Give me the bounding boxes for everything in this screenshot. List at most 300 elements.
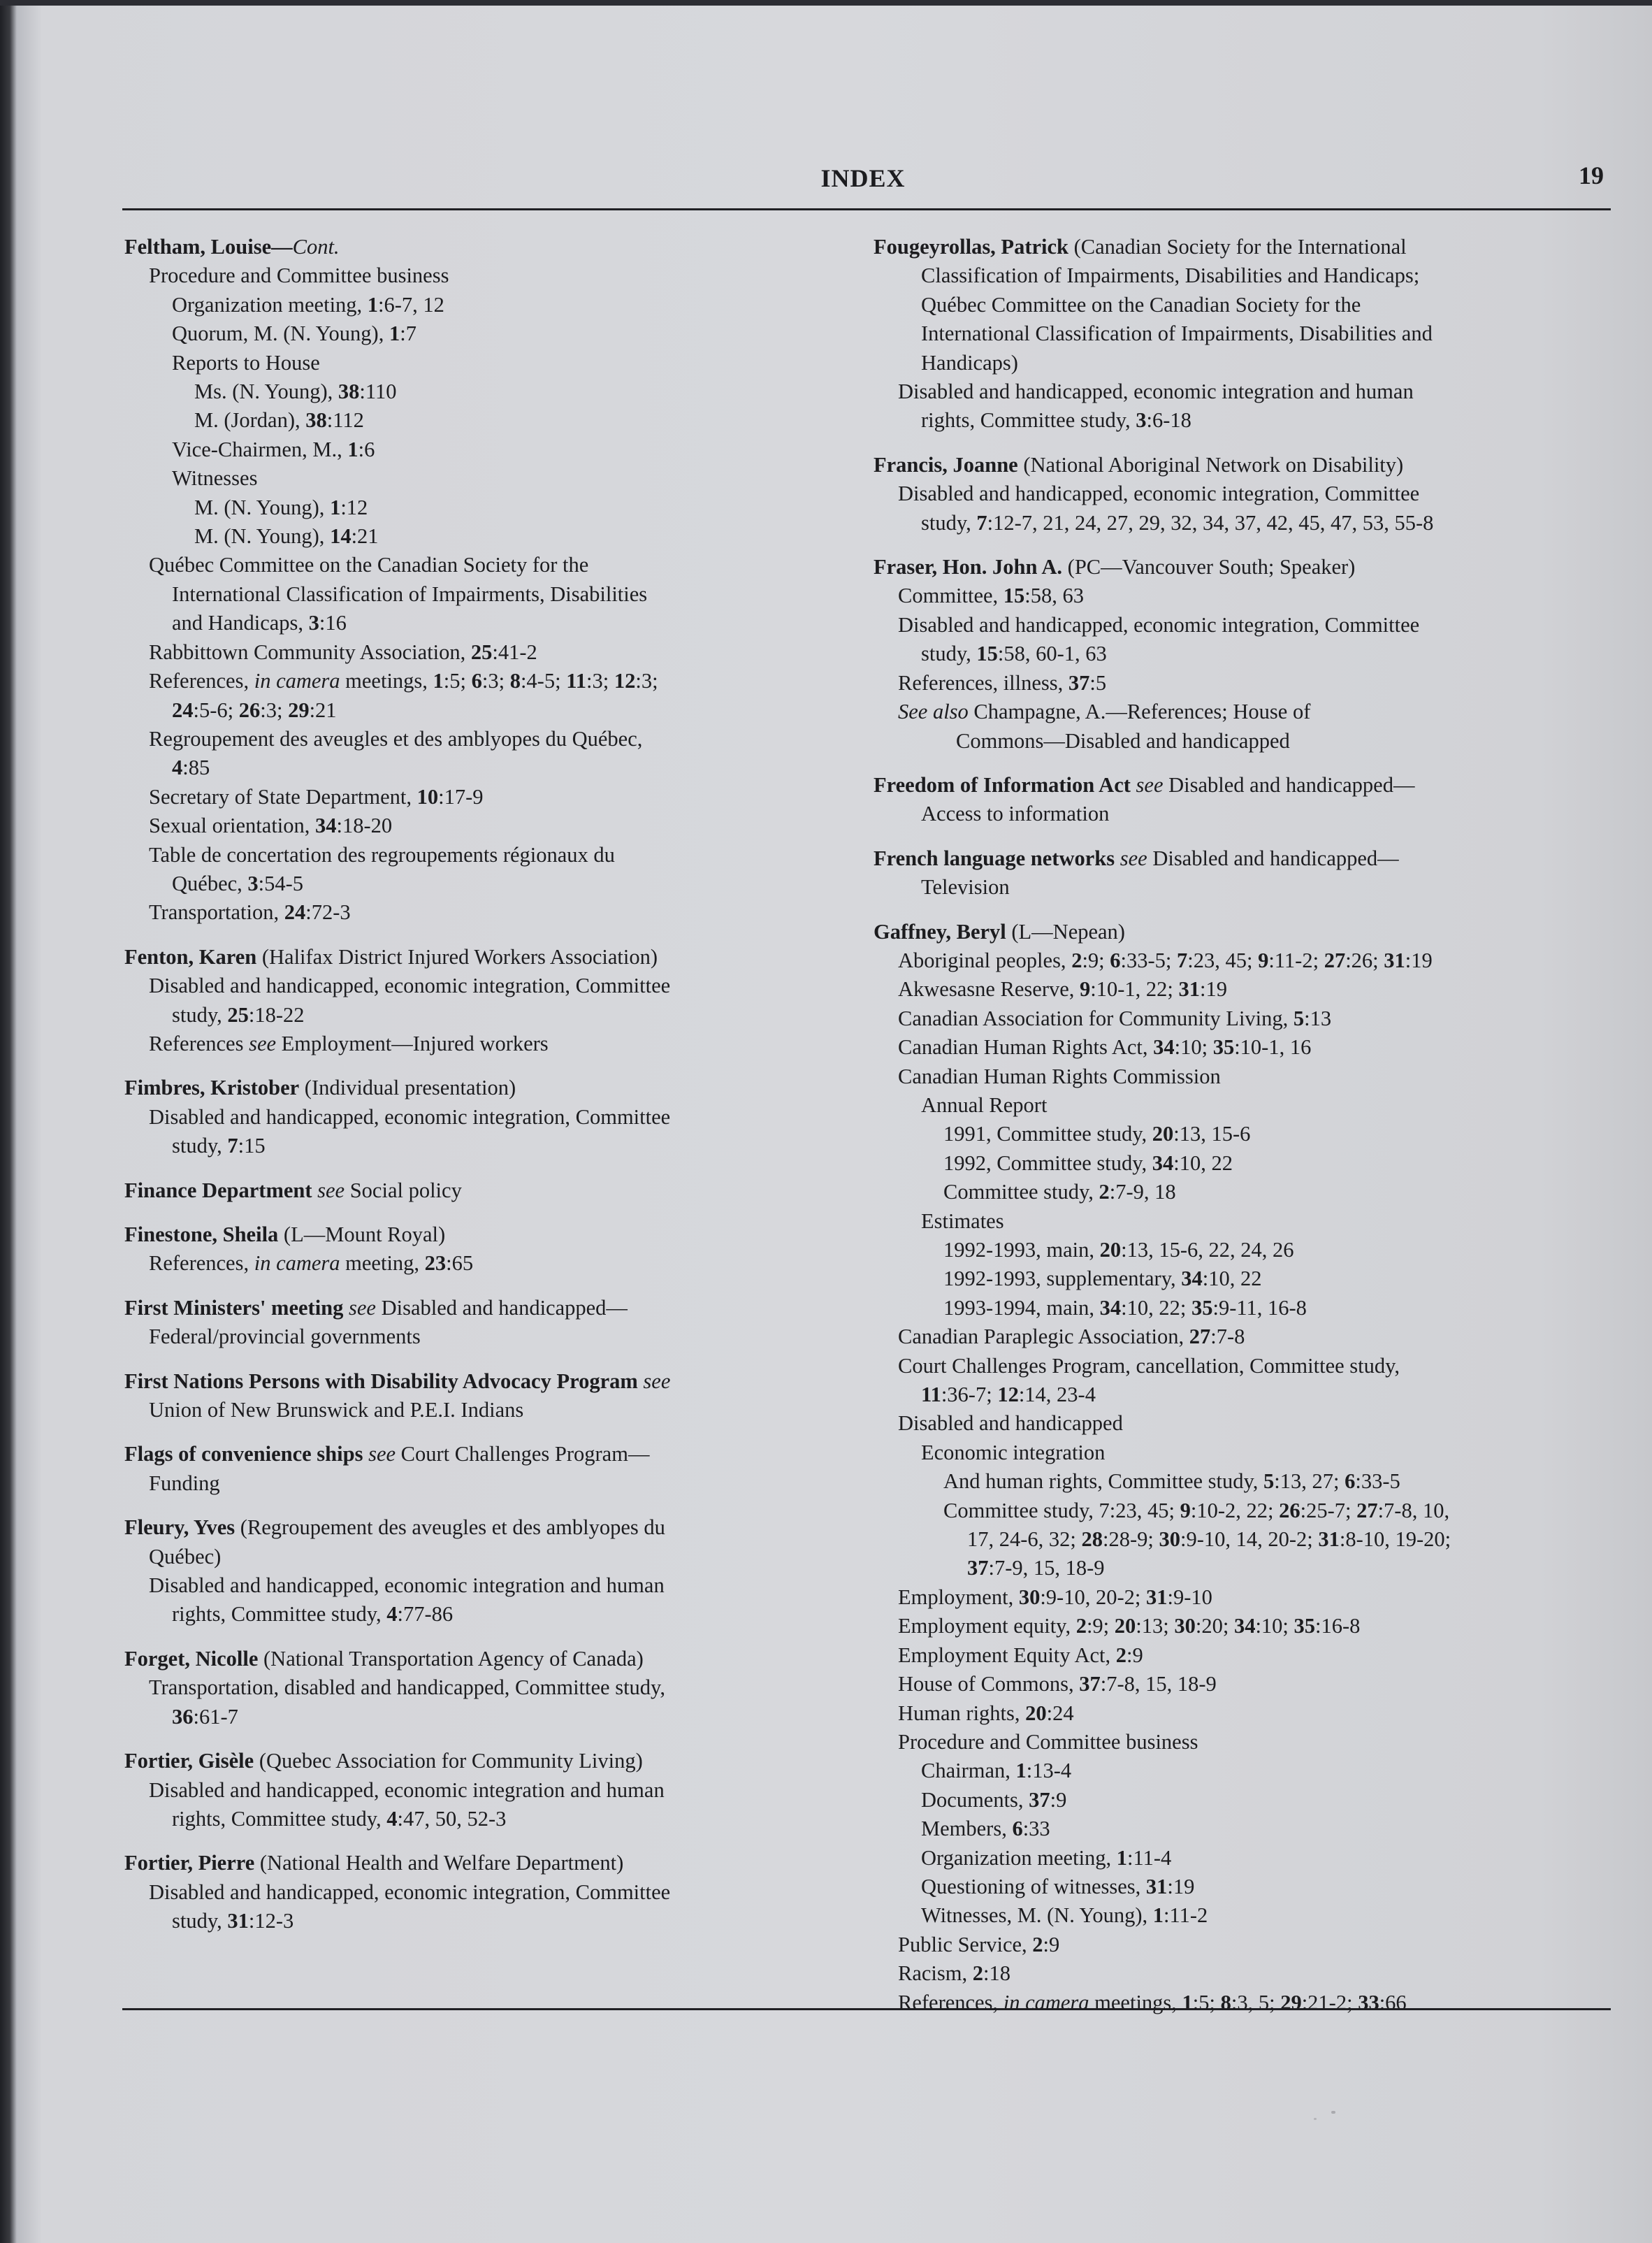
bold-text: 2 xyxy=(1115,1643,1126,1667)
bold-text: 3 xyxy=(1136,408,1147,433)
bold-text: 1 xyxy=(1116,1845,1128,1870)
index-subentry-line xyxy=(124,1132,851,1160)
text-run: :20; xyxy=(1195,1614,1234,1638)
bold-text: 28 xyxy=(1081,1527,1103,1552)
index-subentry-line xyxy=(874,1786,1614,1815)
index-subentry-line xyxy=(874,377,1614,406)
text-run: Employment—Injured workers xyxy=(276,1031,549,1055)
text-run: Disabled and handicapped, economic integration and human xyxy=(149,1573,665,1598)
text-run: :16-8 xyxy=(1315,1614,1361,1638)
index-subentry-line xyxy=(124,1001,851,1030)
text-run: Québec Committee on the Canadian Society for the xyxy=(149,553,589,577)
index-subentry-line xyxy=(874,1844,1614,1873)
index-subentry-line xyxy=(874,1699,1614,1728)
bold-text: 1 xyxy=(347,437,358,461)
text-run: :41-2 xyxy=(492,640,537,664)
index-subentry-line xyxy=(874,1033,1614,1062)
index-subentry-line xyxy=(124,1703,851,1731)
text-run: Committee study, 7:23, 45; xyxy=(943,1498,1180,1522)
text-run: Racism, xyxy=(898,1961,973,1986)
index-subentry-line xyxy=(874,873,1614,902)
text-run: :77-86 xyxy=(397,1602,454,1627)
bold-text: Forget, Nicolle xyxy=(124,1646,259,1671)
index-subentry-line xyxy=(124,1322,851,1351)
text-run: Champagne, A.—References; House of xyxy=(968,700,1311,724)
text-run: 1993-1994, main, xyxy=(943,1295,1100,1320)
text-run: :33 xyxy=(1022,1817,1050,1841)
text-run: :6-7, 12 xyxy=(378,292,444,317)
text-run: :10; xyxy=(1174,1035,1213,1060)
text-run: :26; xyxy=(1345,948,1384,972)
text-run: (National Transportation Agency of Canada) xyxy=(258,1646,644,1671)
text-run: :24 xyxy=(1046,1701,1074,1725)
text-run: :7-9, 18 xyxy=(1109,1180,1176,1204)
italic-text: see xyxy=(1136,772,1164,797)
text-run: meetings, xyxy=(340,669,433,693)
index-subentry-line xyxy=(874,698,1614,726)
text-run: Vice-Chairmen, M., xyxy=(172,437,348,461)
text-run: Canadian Paraplegic Association, xyxy=(898,1325,1189,1349)
text-run: :25-7; xyxy=(1300,1498,1357,1522)
bold-text: 2 xyxy=(1075,1614,1087,1638)
bold-text: 20 xyxy=(1025,1701,1047,1725)
text-run: Disabled and handicapped, economic integration and human xyxy=(149,1777,665,1802)
bold-text: 1 xyxy=(330,495,341,519)
text-run: Commons—Disabled and handicapped xyxy=(956,728,1290,753)
index-subentry-line xyxy=(124,1776,851,1805)
text-run: International Classification of Impairments, Disabilities xyxy=(172,582,648,606)
text-run: :65 xyxy=(446,1251,474,1276)
text-run: Organization meeting, xyxy=(172,292,368,317)
index-subentry-line xyxy=(874,1409,1614,1438)
text-run xyxy=(363,1442,368,1466)
text-run: :9 xyxy=(1043,1932,1060,1956)
text-run: Handicaps) xyxy=(921,350,1018,375)
bold-text: 9 xyxy=(1180,1498,1191,1522)
italic-text: see xyxy=(1120,846,1147,870)
italic-text: Cont. xyxy=(292,235,340,259)
text-run: (Canadian Society for the International xyxy=(1068,235,1407,259)
bold-text: 31 xyxy=(1145,1585,1168,1609)
index-subentry-line xyxy=(874,1120,1614,1148)
bold-text: Feltham, Louise xyxy=(124,235,272,259)
index-subentry-line xyxy=(874,406,1614,435)
index-subentry-line xyxy=(874,1294,1614,1322)
index-column-left xyxy=(124,233,851,1936)
text-run: :13, 15-6 xyxy=(1173,1122,1251,1146)
text-run: :13 xyxy=(1304,1006,1332,1030)
text-run: Canadian Human Rights Commission xyxy=(898,1064,1221,1088)
text-run: :11-2; xyxy=(1268,948,1324,972)
bold-text: 25 xyxy=(227,1002,249,1027)
text-run: :3; xyxy=(635,669,658,693)
bold-text: 12 xyxy=(997,1383,1019,1407)
bold-text: 15 xyxy=(976,642,998,666)
index-column-right xyxy=(874,233,1614,2017)
text-run: :9 xyxy=(1126,1643,1143,1667)
bold-text: 34 xyxy=(315,814,337,838)
text-run: :10; xyxy=(1255,1614,1294,1638)
index-subentry-line xyxy=(874,1438,1614,1467)
index-subentry-line xyxy=(124,291,851,319)
text-run: :28-9; xyxy=(1103,1527,1159,1552)
bold-text: 27 xyxy=(1324,948,1346,972)
bold-text: 26 xyxy=(1279,1498,1300,1522)
text-run: :18-22 xyxy=(248,1002,305,1027)
text-run: :9; xyxy=(1082,948,1110,972)
bold-text: First Ministers' meeting xyxy=(124,1295,344,1320)
index-subentry-line xyxy=(874,261,1614,290)
bold-text: 31 xyxy=(227,1909,249,1933)
text-run: :10-1, 16 xyxy=(1234,1035,1312,1060)
bold-text: 35 xyxy=(1212,1035,1235,1060)
index-heading-line xyxy=(874,844,1614,873)
text-run: Employment, xyxy=(898,1585,1019,1609)
text-run: :9-11, 16-8 xyxy=(1212,1295,1307,1320)
text-run: :21 xyxy=(351,524,379,549)
text-run: Human rights, xyxy=(898,1701,1026,1725)
bold-text: 4 xyxy=(386,1602,398,1627)
text-run: :33-5; xyxy=(1120,948,1177,972)
index-subentry-line xyxy=(874,1959,1614,1988)
text-run: and Handicaps, xyxy=(172,611,309,635)
bold-text: Flags of convenience ships xyxy=(124,1442,363,1466)
index-subentry-line xyxy=(124,377,851,406)
index-subentry-line xyxy=(124,406,851,435)
index-subentry-line xyxy=(124,1600,851,1629)
text-run: Funding xyxy=(149,1471,220,1495)
text-run: :15 xyxy=(238,1134,266,1158)
bold-text: 34 xyxy=(1099,1295,1122,1320)
index-subentry-line xyxy=(124,609,851,637)
text-run: :3, 5; xyxy=(1231,1990,1281,2014)
index-subentry-line xyxy=(124,783,851,812)
text-run: :3; xyxy=(481,669,510,693)
index-subentry-line xyxy=(124,580,851,609)
bold-text: 29 xyxy=(288,698,310,722)
index-subentry-line xyxy=(874,800,1614,828)
bold-text: 34 xyxy=(1153,1035,1175,1060)
bold-text: 35 xyxy=(1294,1614,1316,1638)
index-subentry-line xyxy=(124,1907,851,1935)
text-run: :13, 27; xyxy=(1274,1469,1345,1494)
bold-text: 31 xyxy=(1384,948,1405,972)
bold-text: 27 xyxy=(1189,1325,1211,1349)
index-heading-line xyxy=(124,1294,851,1322)
bold-text: 25 xyxy=(470,640,493,664)
italic-text: see xyxy=(249,1031,277,1055)
text-run: :18 xyxy=(983,1961,1010,1986)
text-run: Chairman, xyxy=(921,1759,1016,1783)
text-run: Organization meeting, xyxy=(921,1845,1117,1870)
text-run: 1992-1993, main, xyxy=(943,1238,1100,1262)
bold-text: 6 xyxy=(471,669,482,693)
text-run: (L—Nepean) xyxy=(1006,919,1125,944)
text-run: :4-5; xyxy=(520,669,567,693)
index-heading-line xyxy=(124,1747,851,1775)
index-subentry-line xyxy=(874,1380,1614,1409)
text-run: Disabled and handicapped xyxy=(898,1411,1123,1436)
index-subentry-line xyxy=(874,975,1614,1004)
text-run: :9-10 xyxy=(1167,1585,1212,1609)
index-subentry-line xyxy=(124,898,851,927)
bold-text: 23 xyxy=(424,1251,447,1276)
bold-text: Francis, Joanne xyxy=(874,452,1018,477)
text-run: References, xyxy=(149,669,254,693)
bold-text: — xyxy=(271,235,293,259)
index-subentry-line xyxy=(124,522,851,551)
index-subentry-line xyxy=(124,972,851,1000)
text-run: Social policy xyxy=(345,1178,462,1202)
text-run: study, xyxy=(921,642,977,666)
index-subentry-line xyxy=(874,1236,1614,1264)
bold-text: 9 xyxy=(1080,977,1091,1002)
text-run: :11-4 xyxy=(1127,1845,1172,1870)
text-run: :19 xyxy=(1167,1874,1195,1898)
index-subentry-line xyxy=(874,669,1614,698)
text-run: 1991, Committee study, xyxy=(943,1122,1152,1146)
bold-text: 20 xyxy=(1099,1238,1122,1262)
text-run: rights, Committee study, xyxy=(172,1806,387,1831)
bold-text: 15 xyxy=(1003,584,1025,608)
text-run: Regroupement des aveugles et des amblyopes du Québec, xyxy=(149,726,643,751)
index-subentry-line xyxy=(124,551,851,579)
scan-speck xyxy=(1314,2118,1317,2120)
index-subentry-line xyxy=(874,1496,1614,1525)
index-subentry-line xyxy=(124,435,851,464)
text-run: Rabbittown Community Association, xyxy=(149,640,471,664)
index-subentry-line xyxy=(124,667,851,695)
text-run: :12-7, 21, 24, 27, 29, 32, 34, 37, 42, 45, 47, 53, 55-8 xyxy=(987,510,1434,535)
italic-text: see xyxy=(349,1295,376,1320)
text-run: :7-8, 10, xyxy=(1377,1498,1450,1522)
index-subentry-line xyxy=(874,1554,1614,1582)
bold-text: 10 xyxy=(416,784,439,809)
index-subentry-line xyxy=(124,1571,851,1600)
bold-text: 1 xyxy=(433,669,444,693)
page-number: 19 xyxy=(1579,161,1604,189)
text-run: :10-1, 22; xyxy=(1090,977,1179,1002)
text-run: Ms. (N. Young), xyxy=(194,380,338,404)
text-run: Table de concertation des regroupements régionaux du xyxy=(149,842,615,867)
text-run: Court Challenges Program, cancellation, Committee study, xyxy=(898,1353,1400,1378)
index-subentry-line xyxy=(124,1878,851,1907)
bold-text: 14 xyxy=(330,524,352,549)
index-subentry-line xyxy=(874,1873,1614,1901)
text-run: :10, 22; xyxy=(1121,1295,1191,1320)
bold-text: 6 xyxy=(1110,948,1121,972)
scan-speck xyxy=(1331,2111,1335,2114)
index-subentry-line xyxy=(124,870,851,898)
text-run: References, xyxy=(149,1251,254,1276)
index-subentry-line xyxy=(874,1815,1614,1843)
index-subentry-line xyxy=(124,638,851,667)
index-heading-line xyxy=(874,451,1614,479)
bold-text: 1 xyxy=(1152,1903,1164,1928)
text-run: 1992-1993, supplementary, xyxy=(943,1267,1182,1291)
text-run: :5; xyxy=(443,669,472,693)
text-run: Disabled and handicapped, economic integration, Committee xyxy=(149,974,671,998)
bold-text: 2 xyxy=(1071,948,1082,972)
index-subentry-line xyxy=(124,319,851,348)
index-subentry-line xyxy=(874,1062,1614,1091)
text-run: Quorum, M. (N. Young), xyxy=(172,322,389,346)
bold-text: 29 xyxy=(1280,1990,1302,2014)
index-subentry-line xyxy=(124,1103,851,1132)
bold-text: Fleury, Yves xyxy=(124,1515,236,1540)
text-run xyxy=(343,1296,349,1320)
text-run: :13, 15-6, 22, 24, 26 xyxy=(1121,1238,1294,1262)
index-subentry-line xyxy=(874,1322,1614,1351)
bold-text: Freedom of Information Act xyxy=(874,772,1131,797)
bold-text: 1 xyxy=(1015,1759,1027,1783)
index-heading-line xyxy=(124,1440,851,1469)
index-subentry-line xyxy=(874,1931,1614,1959)
text-run: rights, Committee study, xyxy=(921,408,1136,433)
index-subentry-line xyxy=(124,696,851,725)
text-run: :13-4 xyxy=(1026,1759,1072,1783)
index-heading-line xyxy=(874,233,1614,261)
italic-text: see xyxy=(368,1442,396,1466)
text-run: Union of New Brunswick and P.E.I. Indians xyxy=(149,1398,524,1422)
text-run: Documents, xyxy=(921,1787,1029,1812)
text-run: :85 xyxy=(182,756,210,780)
italic-text: see xyxy=(317,1178,345,1202)
text-run: Sexual orientation, xyxy=(149,814,316,838)
bold-text: 4 xyxy=(172,756,183,780)
text-run: Canadian Association for Community Living, xyxy=(898,1006,1294,1030)
bold-text: 1 xyxy=(389,322,400,346)
bold-text: French language networks xyxy=(874,846,1115,870)
text-run xyxy=(312,1178,318,1202)
text-run: Aboriginal peoples, xyxy=(898,948,1072,972)
bold-text: 3 xyxy=(308,611,319,635)
bold-text: First Nations Persons with Disability Advocacy Program xyxy=(124,1369,638,1393)
text-run: :33-5 xyxy=(1355,1469,1400,1494)
italic-text: in camera xyxy=(1003,1990,1089,2014)
text-run: :11-2 xyxy=(1164,1903,1208,1928)
bold-text: 30 xyxy=(1018,1585,1041,1609)
text-run xyxy=(1115,846,1120,870)
bold-text: 11 xyxy=(566,669,587,693)
text-run: Québec, xyxy=(172,871,248,895)
bold-text: 34 xyxy=(1181,1267,1203,1291)
text-run: References, illness, xyxy=(898,670,1068,695)
text-run: :16 xyxy=(319,611,347,635)
text-run: Federal/provincial governments xyxy=(149,1325,421,1349)
text-run: :10, 22 xyxy=(1202,1267,1262,1291)
text-run: (Individual presentation) xyxy=(299,1076,516,1100)
index-subentry-line xyxy=(874,1467,1614,1496)
bold-text: 8 xyxy=(1220,1990,1231,2014)
index-heading-line xyxy=(874,553,1614,582)
text-run: :19 xyxy=(1405,948,1433,972)
header-rule xyxy=(122,208,1611,210)
text-run: :18-20 xyxy=(336,814,393,838)
text-run: :12-3 xyxy=(248,1909,294,1933)
index-subentry-line xyxy=(874,1004,1614,1033)
bold-text: 26 xyxy=(238,698,261,722)
bold-text: 2 xyxy=(972,1961,983,1986)
bold-text: 31 xyxy=(1178,977,1200,1002)
bold-text: 30 xyxy=(1159,1527,1180,1552)
text-run: :5-6; xyxy=(193,698,239,722)
text-run: Disabled and handicapped, economic integration and human xyxy=(898,380,1414,404)
bold-text: 1 xyxy=(367,292,379,317)
running-head xyxy=(122,158,1604,200)
index-subentry-line xyxy=(874,1901,1614,1930)
index-heading-line xyxy=(874,771,1614,800)
index-heading-line xyxy=(124,1074,851,1102)
text-run: Transportation, disabled and handicapped, Committee study, xyxy=(149,1675,665,1700)
text-run: References, xyxy=(898,1990,1003,2014)
bold-text: 4 xyxy=(386,1806,398,1831)
text-run: :23, 45; xyxy=(1187,948,1259,972)
index-subentry-line xyxy=(124,753,851,782)
text-run: :7-9, 15, 18-9 xyxy=(988,1556,1105,1580)
bold-text: 34 xyxy=(1233,1614,1256,1638)
bold-text: 3 xyxy=(247,871,259,895)
text-run: Québec Committee on the Canadian Society for the xyxy=(921,292,1361,317)
text-run: Procedure and Committee business xyxy=(149,264,449,288)
text-run: :58, 63 xyxy=(1024,584,1085,608)
index-subentry-line xyxy=(874,1091,1614,1120)
index-heading-line xyxy=(124,1367,851,1396)
bold-text: Fimbres, Kristober xyxy=(124,1076,300,1100)
index-subentry-line xyxy=(124,841,851,870)
italic-text: See also xyxy=(898,700,969,724)
bold-text: 7 xyxy=(227,1134,238,1158)
index-subentry-line xyxy=(874,1178,1614,1206)
text-run: Estimates xyxy=(921,1209,1004,1233)
text-run: (PC—Vancouver South; Speaker) xyxy=(1062,555,1356,579)
text-run: :7 xyxy=(400,322,416,346)
text-run: :58, 60-1, 63 xyxy=(997,642,1107,666)
text-run: :17-9 xyxy=(438,784,484,809)
italic-text: see xyxy=(643,1369,671,1393)
text-run: M. (N. Young), xyxy=(194,524,331,549)
text-run: :5 xyxy=(1089,670,1107,695)
text-run: House of Commons, xyxy=(898,1672,1080,1696)
text-run: International Classification of Impairments, Disabilities and xyxy=(921,322,1433,346)
bold-text: 37 xyxy=(967,1556,989,1580)
text-run: :10, 22 xyxy=(1173,1151,1233,1175)
index-heading-line xyxy=(874,918,1614,946)
bold-text: Finestone, Sheila xyxy=(124,1223,279,1246)
text-run: :10-2, 22; xyxy=(1190,1498,1280,1522)
index-subentry-line xyxy=(874,727,1614,756)
bold-text: 34 xyxy=(1152,1151,1174,1175)
text-run: :6 xyxy=(358,437,375,461)
text-run: Canadian Human Rights Act, xyxy=(898,1035,1154,1060)
text-run: Procedure and Committee business xyxy=(898,1729,1198,1754)
bold-text: 6 xyxy=(1345,1469,1356,1494)
text-run: :9 xyxy=(1050,1787,1067,1812)
text-run: study, xyxy=(172,1909,228,1933)
page-top-edge xyxy=(0,0,1652,6)
index-heading-line xyxy=(124,1849,851,1877)
text-run: Disabled and handicapped, economic integration, Committee xyxy=(898,482,1420,506)
index-subentry-line xyxy=(874,319,1614,348)
bold-text: 7 xyxy=(976,510,987,535)
text-run: :14, 23-4 xyxy=(1018,1383,1096,1407)
bold-text: Fougeyrollas, Patrick xyxy=(874,235,1068,259)
text-run: 17, 24-6, 32; xyxy=(967,1527,1082,1552)
index-heading-line xyxy=(124,1176,851,1205)
text-run: meeting, xyxy=(340,1251,425,1276)
index-heading-line xyxy=(124,1220,851,1249)
index-subentry-line xyxy=(874,1264,1614,1293)
